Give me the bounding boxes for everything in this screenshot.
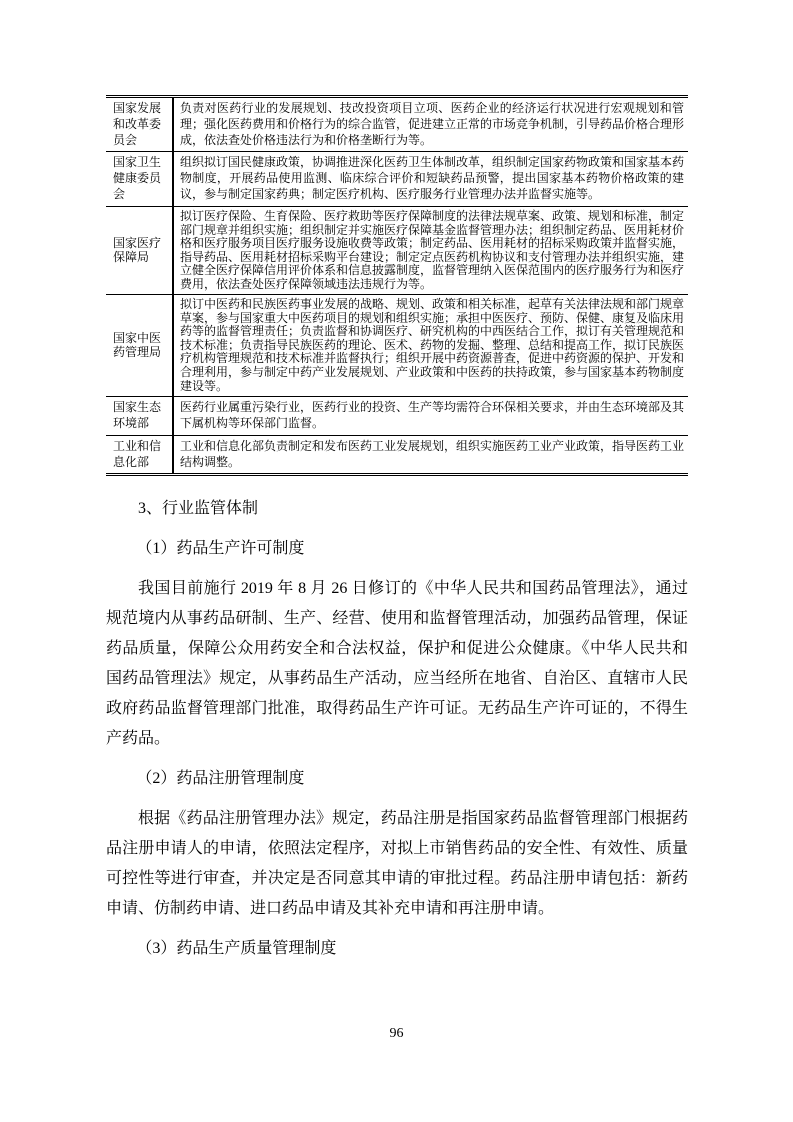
agency-duty-cell: 拟订医疗保险、生育保险、医疗救助等医疗保障制度的法律法规草案、政策、规划和标准，制定部门规章并组织实施；组织制定并实施医疗保障基金监督管理办法；组织制定药品、医用耗材价格和医疗服务项目医疗服务设施收费等政策；制定药品、医用耗材的招标采购政策并监督实施，指导药品、医用耗材招标采购平台建设；制定定点医药机构协议和支付管理办法并组织实施，建立健全医疗保障信用评价体系和信息披露制度，监督管理纳入医保范围内的医疗服务行为和医疗费用，依法查处医疗保障领域违法违规行为等。: [173, 206, 688, 294]
table-row: [106, 295, 688, 397]
table-row: [106, 397, 688, 436]
agency-duty-cell: 医药行业属重污染行业，医药行业的投资、生产等均需符合环保相关要求，并由生态环境部及其下属机构等环保部门监督。: [173, 397, 688, 436]
section-heading-regulatory-system: 3、行业监管体制: [138, 500, 259, 518]
table-row: [106, 97, 688, 152]
table-row: [106, 206, 688, 294]
paragraph-drug-registration: 根据《药品注册管理办法》规定，药品注册是指国家药品监督管理部门根据药品注册申请人的申请，依照法定程序，对拟上市销售药品的安全性、有效性、质量可控性等进行审查，并决定是否同意其申请的审批过程。药品注册申请包括：新药申请、仿制药申请、进口药品申请及其补充申请和再注册申请。: [106, 810, 688, 918]
page-number: 96: [389, 1026, 404, 1041]
subsection-heading-gmp: （3）药品生产质量管理制度: [136, 940, 337, 958]
regulators-table-body: [106, 97, 688, 475]
agency-duty-cell: 负责对医药行业的发展规划、技改投资项目立项、医药企业的经济运行状况进行宏观规划和管理；强化医药费用和价格行为的综合监管，促进建立正常的市场竞争机制，引导药品价格合理形成，依法查处价格违法行为和价格垄断行为等。: [173, 97, 688, 152]
table-row: [106, 435, 688, 475]
agency-name-cell: 工业和信息化部: [106, 435, 173, 475]
agency-name-cell: 国家生态环境部: [106, 397, 173, 436]
agency-name-cell: 国家中医药管理局: [106, 295, 173, 397]
agency-name-cell: 国家医疗保障局: [106, 206, 173, 294]
body-text: [106, 494, 688, 964]
paragraph-production-license: 我国目前施行 2019 年 8 月 26 日修订的《中华人民共和国药品管理法》，通过规范境内从事药品研制、生产、经营、使用和监督管理活动，加强药品管理，保证药品质量，保障公众用药安全和合法权益，保护和促进公众健康。《中华人民共和国药品管理法》规定，从事药品生产活动，应当经所在地省、自治区、直辖市人民政府药品监督管理部门批准，取得药品生产许可证。无药品生产许可证的，不得生产药品。: [106, 580, 688, 748]
agency-name-cell: 国家发展和改革委员会: [106, 97, 173, 152]
table-row: [106, 152, 688, 206]
subsection-heading-production-license: （1）药品生产许可制度: [136, 540, 305, 558]
agency-duty-cell: 拟订中医药和民族医药事业发展的战略、规划、政策和相关标准，起草有关法律法规和部门规章草案，参与国家重大中医药项目的规划和组织实施；承担中医医疗、预防、保健、康复及临床用药等的监督管理责任；负责监督和协调医疗、研究机构的中西医结合工作，拟订有关管理规范和技术标准；负责指导民族医药的理论、医术、药物的发掘、整理、总结和提高工作，拟订民族医疗机构管理规范和技术标准并监督执行；组织开展中药资源普查，促进中药资源的保护、开发和合理利用，参与制定中药产业发展规划、产业政策和中医药的扶持政策，参与国家基本药物制度建设等。: [173, 295, 688, 397]
subsection-heading-drug-registration: （2）药品注册管理制度: [136, 770, 305, 788]
agency-duty-cell: 组织拟订国民健康政策，协调推进深化医药卫生体制改革，组织制定国家药物政策和国家基本药物制度，开展药品使用监测、临床综合评价和短缺药品预警，提出国家基本药物价格政策的建议，参与制定国家药典；制定医疗机构、医疗服务行业管理办法并监督实施等。: [173, 152, 688, 206]
regulators-table: [106, 95, 688, 476]
agency-duty-cell: 工业和信息化部负责制定和发布医药工业发展规划，组织实施医药工业产业政策，指导医药工业结构调整。: [180, 438, 685, 469]
agency-name-cell: 国家卫生健康委员会: [106, 152, 173, 206]
